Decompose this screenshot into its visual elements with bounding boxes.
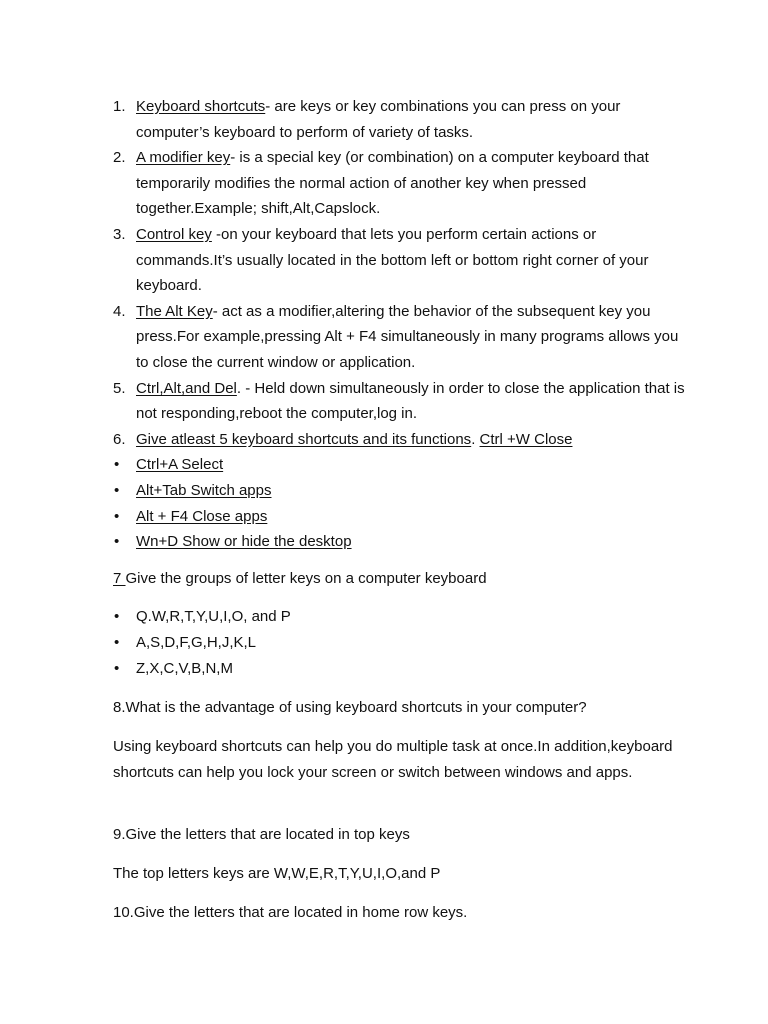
bullet-icon: •	[114, 608, 120, 625]
question-10: 10.Give the letters that are located in home row keys.	[113, 904, 468, 921]
list-item-5	[113, 376, 693, 427]
question-text: Give the groups of letter keys on a computer keyboard	[125, 570, 487, 587]
bullet-item	[113, 452, 693, 478]
letter-group-text: Q.W,R,T,Y,U,I,O, and P	[136, 608, 291, 625]
shortcut-text: Ctrl+A Select	[136, 456, 224, 474]
answer-9: The top letters keys are W,W,E,R,T,Y,U,I,O,and P	[113, 865, 441, 882]
definition-text: -on your keyboard that lets you perform certain actions or commands.It’s usually located in the bottom left or bottom right corner of your keyboard.	[136, 225, 649, 295]
letter-group-text: A,S,D,F,G,H,J,K,L	[136, 634, 257, 651]
bullet-icon: •	[114, 660, 120, 677]
list-number: 4.	[113, 302, 126, 320]
numbered-list	[113, 94, 693, 555]
definition-text: . - Held down simultaneously in order to close the application that is not responding,reboot the computer,log in.	[136, 379, 685, 423]
question-9: 9.Give the letters that are located in top keys	[113, 826, 410, 843]
shortcut-text: Alt + F4 Close apps	[136, 507, 268, 525]
term-control-key: Control key	[136, 225, 212, 243]
list-number: 5.	[113, 379, 126, 397]
shortcut-text: Wn+D Show or hide the desktop	[136, 533, 352, 551]
separator-text: .	[471, 430, 480, 448]
list-item-1	[113, 94, 693, 145]
bullet-icon: •	[114, 533, 120, 551]
definition-text: - is a special key (or combination) on a computer keyboard that temporarily modifies the normal action of another key when pressed together.Example; shift,Alt,Capslock.	[136, 149, 649, 218]
bullet-item	[113, 630, 673, 656]
list-number: 2.	[113, 149, 126, 167]
shortcut-ctrl-w: Ctrl +W Close	[479, 430, 573, 448]
shortcut-text: Alt+Tab Switch apps	[136, 481, 272, 499]
question-shortcuts: Give atleast 5 keyboard shortcuts and its functions	[136, 430, 472, 448]
term-keyboard-shortcuts: Keyboard shortcuts	[136, 98, 266, 115]
bullet-item	[113, 504, 693, 530]
list-number: 1.	[113, 98, 126, 115]
answer-8: Using keyboard shortcuts can help you do multiple task at once.In addition,keyboard shortcuts can help you lock your screen or switch between windows and apps.	[113, 738, 673, 781]
term-ctrl-alt-del: Ctrl,Alt,and Del	[136, 379, 237, 397]
question-8: 8.What is the advantage of using keyboard shortcuts in your computer?	[113, 699, 587, 716]
bullet-icon: •	[114, 456, 120, 474]
bullet-item	[113, 529, 693, 555]
bullet-item	[113, 478, 693, 504]
list-item-6	[113, 427, 693, 453]
question-number: 7	[113, 570, 126, 587]
letter-group-text: Z,X,C,V,B,N,M	[136, 660, 233, 677]
bullet-icon: •	[114, 481, 120, 499]
question-7	[113, 566, 683, 592]
bullet-item	[113, 604, 673, 630]
list-number: 6.	[113, 430, 126, 448]
bullet-item	[113, 656, 673, 682]
definition-text: - act as a modifier,altering the behavior of the subsequent key you press.For example,pressing Alt + F4 simultaneously in many programs allows you to close the current window or application.	[136, 302, 679, 371]
letter-groups-list	[113, 604, 673, 682]
term-modifier-key: A modifier key	[136, 149, 231, 167]
list-item-2	[113, 145, 693, 222]
term-alt-key: The Alt Key	[136, 302, 213, 320]
list-item-4	[113, 299, 693, 376]
bullet-icon: •	[114, 507, 120, 525]
list-number: 3.	[113, 225, 126, 243]
definition-text: - are keys or key combinations you can press on your computer’s keyboard to perform of variety of tasks.	[136, 98, 621, 141]
list-item-3	[113, 222, 693, 299]
bullet-icon: •	[114, 634, 120, 651]
